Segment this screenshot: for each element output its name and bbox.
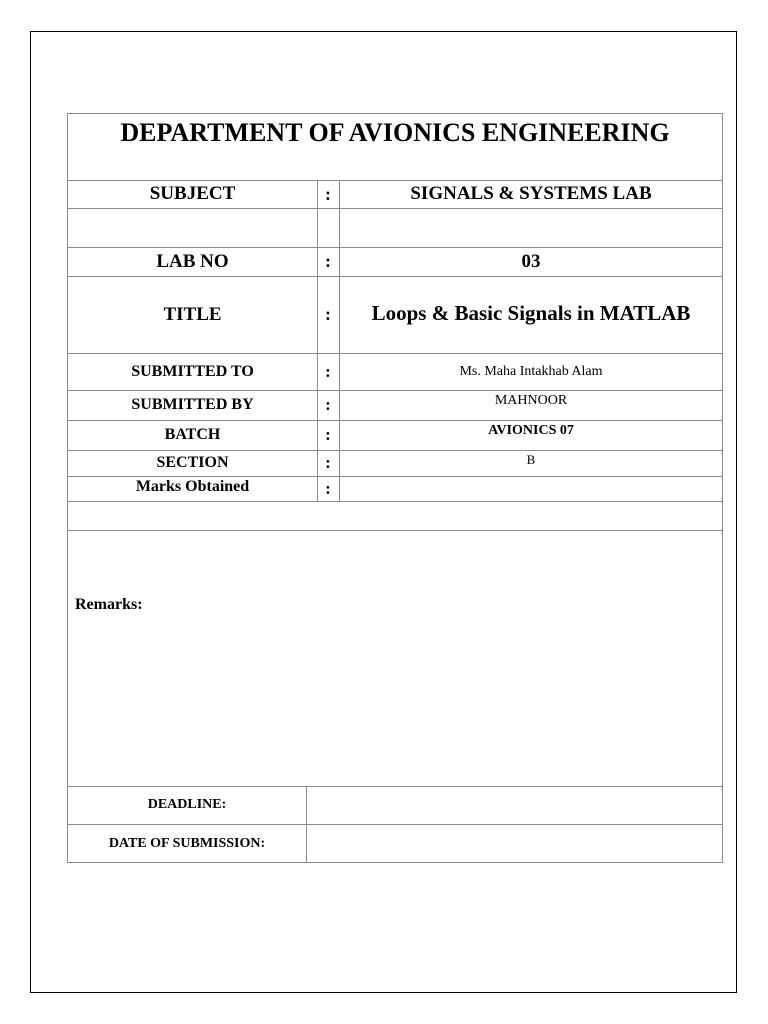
submitted-to-colon: : bbox=[325, 361, 331, 381]
submitted-to-value: Ms. Maha Intakhab Alam bbox=[459, 363, 603, 379]
row-divider bbox=[68, 208, 722, 209]
marks-obtained-colon: : bbox=[325, 478, 331, 498]
submitted-by-value: MAHNOOR bbox=[494, 393, 568, 408]
section-colon: : bbox=[325, 453, 331, 472]
batch-value: AVIONICS 07 bbox=[488, 423, 574, 438]
date-of-submission-value bbox=[306, 824, 723, 863]
title-label: TITLE bbox=[163, 303, 222, 325]
remarks-label: Remarks: bbox=[75, 596, 143, 613]
section-value: B bbox=[526, 452, 536, 467]
submitted-to-label: SUBMITTED TO bbox=[131, 362, 254, 380]
lab-no-colon: : bbox=[325, 251, 331, 271]
title-value: Loops & Basic Signals in MATLAB bbox=[371, 301, 691, 325]
batch-colon: : bbox=[325, 425, 331, 444]
deadline-value bbox=[306, 786, 723, 824]
marks-obtained-label: Marks Obtained bbox=[135, 478, 250, 495]
row-divider bbox=[68, 501, 722, 502]
subject-value: SIGNALS & SYSTEMS LAB bbox=[410, 183, 652, 204]
row-divider bbox=[68, 530, 722, 531]
title-colon: : bbox=[325, 304, 331, 324]
batch-label: BATCH bbox=[164, 426, 221, 443]
department-title: DEPARTMENT OF AVIONICS ENGINEERING bbox=[120, 118, 670, 147]
marks-obtained-value bbox=[339, 476, 723, 501]
lab-no-label: LAB NO bbox=[156, 250, 229, 272]
section-label: SECTION bbox=[156, 454, 229, 471]
subject-colon: : bbox=[325, 183, 331, 204]
date-of-submission-label: DATE OF SUBMISSION: bbox=[108, 835, 266, 851]
cover-sheet-table bbox=[67, 113, 723, 863]
submitted-by-colon: : bbox=[325, 395, 331, 414]
subject-label: SUBJECT bbox=[149, 183, 236, 204]
submitted-by-label: SUBMITTED BY bbox=[131, 396, 254, 413]
deadline-label: DEADLINE: bbox=[147, 797, 227, 812]
lab-no-value: 03 bbox=[521, 250, 541, 272]
